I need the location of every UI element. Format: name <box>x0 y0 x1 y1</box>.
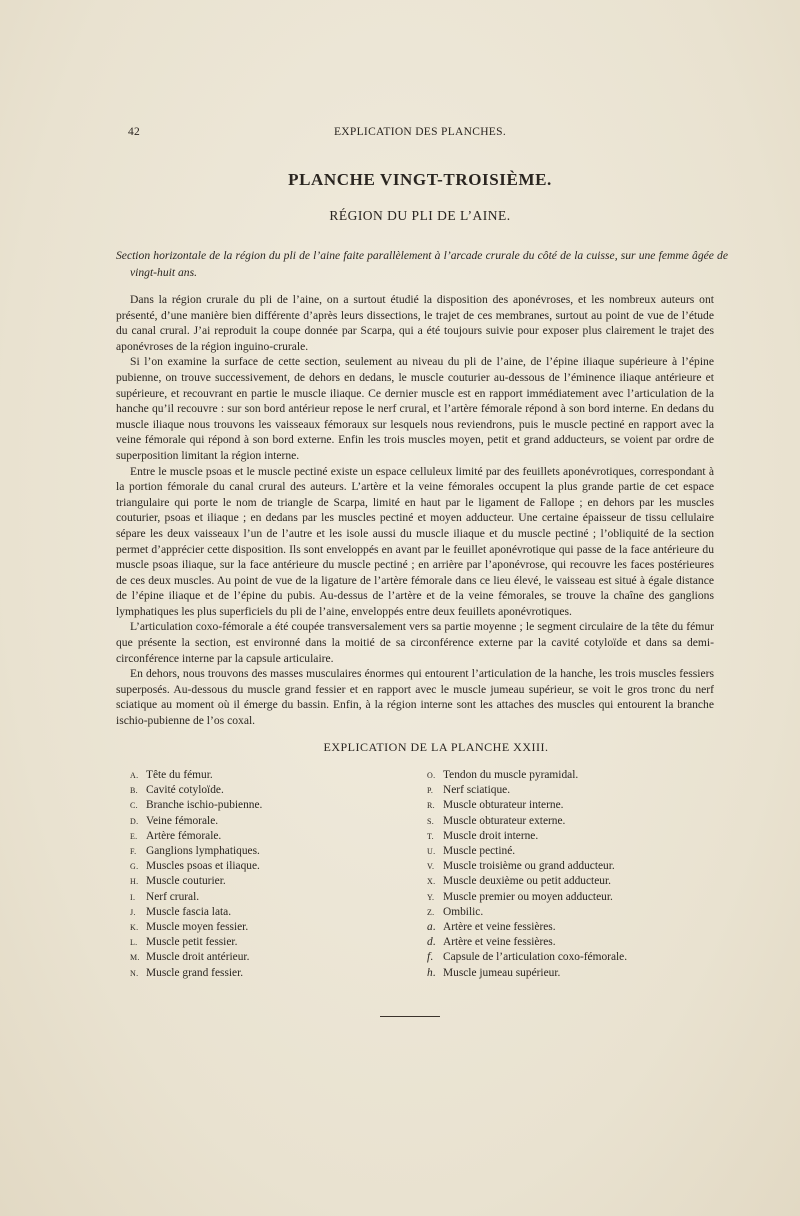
legend-left-column <box>130 768 262 981</box>
legend-label: Capsule de l’articulation coxo-fémorale. <box>443 951 628 964</box>
legend-label: Muscle obturateur interne. <box>443 799 564 812</box>
legend-key: U. <box>427 847 436 857</box>
legend-label: Muscle droit interne. <box>443 829 539 842</box>
legend-label: Muscles psoas et iliaque. <box>146 860 260 873</box>
legend-key: R. <box>427 801 435 811</box>
legend-label: Tendon du muscle pyramidal. <box>443 769 579 781</box>
legend-key: H. <box>130 877 139 887</box>
legend-label: Muscle petit fessier. <box>146 936 238 949</box>
legend-label: Artère fémorale. <box>146 829 222 842</box>
legend-key: V. <box>427 862 435 872</box>
legend-item <box>427 874 627 889</box>
legend-item <box>427 844 627 859</box>
legend-item <box>427 950 627 965</box>
legend-key: J. <box>130 907 136 917</box>
legend-label: Muscle obturateur externe. <box>443 814 566 827</box>
legend-item <box>427 814 627 829</box>
legend-item <box>427 966 627 981</box>
legend-key: L. <box>130 938 138 948</box>
legend-item <box>130 859 262 874</box>
legend-item <box>427 783 627 798</box>
legend-label: Artère et veine fessières. <box>443 921 556 934</box>
legend-key: F. <box>130 847 137 857</box>
legend-item <box>427 905 627 920</box>
running-title: EXPLICATION DES PLANCHES. <box>333 126 507 138</box>
legend-key: E. <box>130 831 138 841</box>
legend-label: Muscle couturier. <box>146 875 226 888</box>
legend-key: C. <box>130 801 138 811</box>
legend-item <box>427 920 627 935</box>
legend-label: Cavité cotyloïde. <box>146 784 224 797</box>
legend-item <box>427 859 627 874</box>
legend-label: Veine fémorale. <box>146 814 219 827</box>
legend-item <box>130 798 262 813</box>
legend-label: Muscle deuxième ou petit adducteur. <box>443 875 611 888</box>
legend-label: Muscle troisième ou grand adducteur. <box>443 860 615 873</box>
legend-key: Y. <box>427 892 435 902</box>
plate-title: PLANCHE VINGT-TROISIÈME. <box>288 170 552 189</box>
legend-key: A. <box>130 771 139 780</box>
legend-key: M. <box>130 953 140 963</box>
legend-key: a. <box>427 921 437 934</box>
legend-item <box>427 935 627 950</box>
legend-item <box>427 829 627 844</box>
legend-item <box>130 814 262 829</box>
legend-key: K. <box>130 923 139 933</box>
section-subtitle: Section horizontale de la région du pli de l’aine faite parallèlement à l’arcade crurale du côté de la cuisse, sur une femme âgée de vingt-huit ans. <box>116 249 728 279</box>
legend-label: Muscle droit antérieur. <box>146 951 250 964</box>
legend-key: N. <box>130 968 139 978</box>
closing-rule <box>380 1016 440 1017</box>
legend-item <box>130 966 262 981</box>
legend-key: S. <box>427 816 435 826</box>
legend-item <box>130 935 262 950</box>
legend-key: Z. <box>427 907 435 917</box>
legend-right-column <box>427 768 627 981</box>
legend-key: P. <box>427 786 434 796</box>
legend-item <box>427 798 627 813</box>
legend-item <box>130 829 262 844</box>
legend-key: O. <box>427 771 436 780</box>
legend-key: G. <box>130 862 139 872</box>
legend-item <box>130 874 262 889</box>
paragraph: Entre le muscle psoas et le muscle pectiné existe un espace celluleux limité par des feuillets aponévrotiques, correspondant à la portion fémorale du canal crural des auteurs. L’artère et la veine fémorales occupent la plus grande partie de cet espace triangulaire qui porte le nom de triangle de Scarpa, limité en haut par le ligament de Fallope ; en dehors par les muscles couturier, psoas et iliaque ; en dedans par les muscles pectiné et moyen adducteur. Une certaine épaisseur de tissu cellulaire sépare les deux vaisseaux l’un de l’autre et les isole aussi du muscle iliaque et du muscle pectiné ; l’obliquité de la section permet d’apprécier cette disposition. Ils sont enveloppés en avant par le feuillet aponévrotique qui passe de la face antérieure du muscle psoas iliaque, sur la face antérieure du muscle pectiné ; en arrière par l’aponévrose, qui recouvre les faces postérieures de ces deux muscles. Au point de vue de la ligature de l’artère fémorale dans ce lieu élevé, le vaisseau est situé à égale distance de l’épine iliaque et de l’épine du pubis. Au-dessus de l’artère et de la veine fémorales, se trouve la chaîne des ganglions lymphatiques les plus superficiels du pli de l’aine, enveloppés entre deux feuillets aponévrotiques. <box>116 464 714 618</box>
legend-label: Muscle grand fessier. <box>146 966 244 979</box>
legend-label: Ganglions lymphatiques. <box>146 845 260 858</box>
legend-label: Muscle moyen fessier. <box>146 921 249 934</box>
legend-label: Muscle pectiné. <box>443 845 516 858</box>
legend-label: Muscle premier ou moyen adducteur. <box>443 890 613 903</box>
legend-item <box>130 844 262 859</box>
legend-key: B. <box>130 786 138 796</box>
legend-label: Nerf sciatique. <box>443 784 511 797</box>
legend-item <box>130 890 262 905</box>
legend-item <box>427 890 627 905</box>
paragraph: Si l’on examine la surface de cette section, seulement au niveau du pli de l’aine, de l’épine iliaque supérieure à l’épine pubienne, on trouve successivement, de dehors en dedans, le muscle couturier au-dessous de l’éminence iliaque antérieure et supérieure, et recouvrant en partie le muscle iliaque. Ce dernier muscle est en rapport immédiatement avec l’articulation de la hanche qu’il recouvre : sur son bord antérieur repose le nerf crural, et l’artère fémorale répond à son bord interne. En dedans du muscle iliaque nous trouvons les vaisseaux fémoraux sur lesquels nous reviendrons, puis le muscle pectiné en rapport avec la veine fémorale qui répond à son bord externe. Enfin les trois muscles moyen, petit et grand adducteurs, se voient par ordre de superposition limitant la région interne. <box>116 355 714 462</box>
legend-item <box>130 768 262 783</box>
legend-item <box>130 920 262 935</box>
legend-label: Muscle fascia lata. <box>146 905 232 918</box>
legend-label: Muscle jumeau supérieur. <box>443 966 561 979</box>
paragraph: En dehors, nous trouvons des masses musculaires énormes qui entourent l’articulation de la hanche, les trois muscles fessiers superposés. Au-dessous du muscle grand fessier et en rapport avec le muscle jumeau supérieur, se voit le gros tronc du nerf sciatique au moment où il émerge du bassin. Enfin, à la région interne sont les attaches des muscles qui entourent la branche ischio-pubienne de l’os coxal. <box>116 667 714 728</box>
legend-key: h. <box>427 966 437 979</box>
legend-label: Ombilic. <box>443 905 484 918</box>
page-number: 42 <box>128 126 141 138</box>
legend-label: Artère et veine fessières. <box>443 936 556 949</box>
paragraph: Dans la région crurale du pli de l’aine, on a surtout étudié la disposition des aponévroses, et les nombreux auteurs ont présenté, d’une manière bien différente d’après leurs dissections, le trajet de ces membranes, surtout au point de vue de l’étude du canal crural. J’ai reproduit la coupe donnée par Scarpa, qui a été toujours suivie pour exposer plus clairement le trajet des aponévroses de la région inguino-crurale. <box>116 293 714 353</box>
legend-key: T. <box>427 831 434 841</box>
legend-key: d. <box>427 936 437 949</box>
legend-item <box>130 783 262 798</box>
legend-label: Nerf crural. <box>146 890 200 903</box>
legend-label: Tête du fémur. <box>146 769 213 781</box>
legend-item <box>130 905 262 920</box>
legend-label: Branche ischio-pubienne. <box>146 799 263 812</box>
legend-key: D. <box>130 816 139 826</box>
legend-item <box>130 950 262 965</box>
legend-key: f. <box>427 951 434 964</box>
explication-title: EXPLICATION DE LA PLANCHE XXIII. <box>323 740 549 754</box>
paragraph: L’articulation coxo-fémorale a été coupée transversalement vers sa partie moyenne ; le segment circulaire de la tête du fémur que présente la section, est environné dans la moitié de sa circonférence externe par la cavité cotyloïde et dans sa demi-circonférence interne par la capsule articulaire. <box>116 620 714 665</box>
legend-key: X. <box>427 877 436 887</box>
body-text <box>116 292 714 729</box>
region-title: RÉGION DU PLI DE L’AINE. <box>329 208 511 223</box>
legend-key: I. <box>130 892 136 902</box>
legend-item <box>427 768 627 783</box>
